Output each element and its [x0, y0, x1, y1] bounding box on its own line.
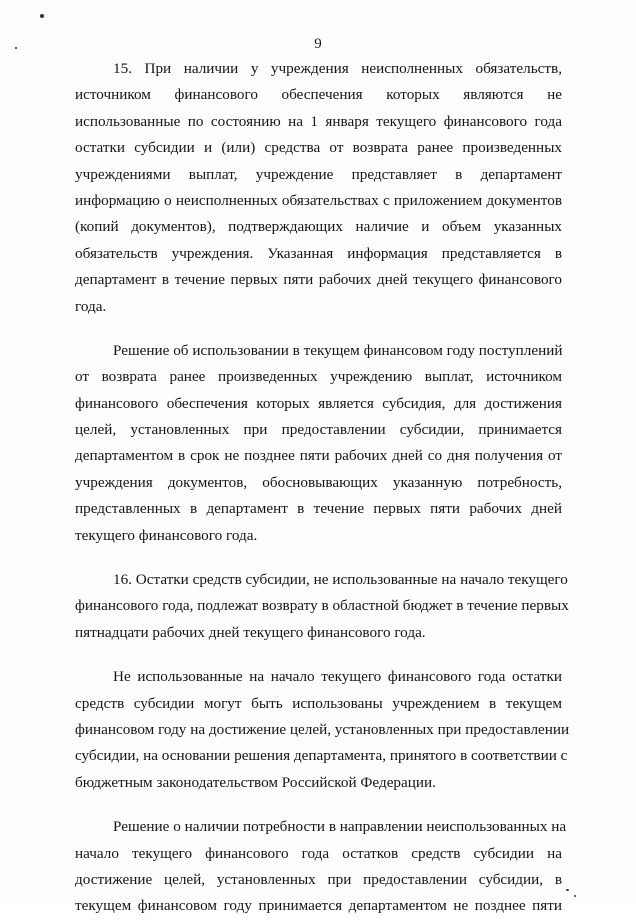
paragraph-line: финансовом году на достижение целей, установленных при предоставлении — [75, 720, 570, 738]
paragraph-line: Не использованные на начало текущего финансового года остатки — [113, 668, 562, 686]
paragraph-line: департамент в течение первых пяти рабочих дней текущего финансового — [75, 271, 562, 289]
paragraph-line: обязательств учреждения. Указанная информация представляется в — [75, 244, 562, 262]
paragraph-line: учреждениями выплат, учреждение представляет в департамент — [75, 165, 562, 183]
scan-speck — [566, 889, 569, 891]
paragraph — [75, 56, 562, 320]
paragraph-line: источником финансового обеспечения которых являются не — [75, 86, 562, 104]
page-number: 9 — [314, 36, 322, 52]
paragraph-line: Решение об использовании в текущем финансовом году поступлений — [113, 341, 563, 359]
paragraph — [75, 338, 562, 549]
paragraph-line: целей, установленных при предоставлении субсидии, принимается — [75, 421, 562, 439]
paragraph-line: информацию о неисполненных обязательствах с приложением документов — [75, 191, 562, 209]
paragraph — [75, 664, 570, 796]
paragraph-line: текущего финансового года. — [75, 526, 258, 544]
paragraph-line: достижение целей, установленных при предоставлении субсидии, в — [75, 870, 562, 888]
paragraph-line: средств субсидии могут быть использованы учреждением в текущем — [75, 694, 562, 712]
paragraph-line: Решение о наличии потребности в направлении неиспользованных на — [113, 818, 567, 836]
paragraph-line: от возврата ранее произведенных учреждению выплат, источником — [75, 368, 562, 386]
paragraph-line: учреждения документов, обосновывающих указанную потребность, — [75, 473, 562, 491]
scan-speck — [40, 14, 44, 18]
paragraph — [75, 814, 567, 920]
scan-speck — [574, 895, 576, 897]
paragraph — [75, 567, 569, 646]
paragraph-line: года. — [75, 297, 107, 315]
paragraph-line: (копий документов), подтверждающих наличие и объем указанных — [75, 218, 562, 236]
paragraph-line: субсидии, на основании решения департамента, принятого в соответствии с — [75, 747, 568, 765]
paragraph-line: 15. При наличии у учреждения неисполненных обязательств, — [113, 60, 562, 77]
paragraph-line: бюджетным законодательством Российской Федерации. — [75, 773, 436, 791]
paragraph-line: финансового обеспечения которых является субсидия, для достижения — [75, 394, 562, 412]
paragraph-line: департаментом в срок не позднее пяти рабочих дней со дня получения от — [75, 447, 562, 465]
paragraph-line: остатки субсидии и (или) средства от возврата ранее произведенных — [75, 139, 562, 157]
paragraph-line: использованные по состоянию на 1 января текущего финансового года — [75, 112, 562, 130]
paragraph-line: 16. Остатки средств субсидии, не использованные на начало текущего — [113, 571, 568, 589]
document-body — [75, 56, 570, 920]
paragraph-line: начало текущего финансового года остатков средств субсидии на — [75, 844, 562, 862]
paragraph-line: пятнадцати рабочих дней текущего финансового года. — [75, 623, 426, 641]
paragraph-line: представленных в департамент в течение первых пяти рабочих дней — [75, 500, 562, 518]
paragraph-line: текущем финансовом году принимается департаментом не позднее пяти — [75, 897, 562, 915]
paragraph-line: финансового года, подлежат возврату в областной бюджет в течение первых — [75, 597, 569, 615]
